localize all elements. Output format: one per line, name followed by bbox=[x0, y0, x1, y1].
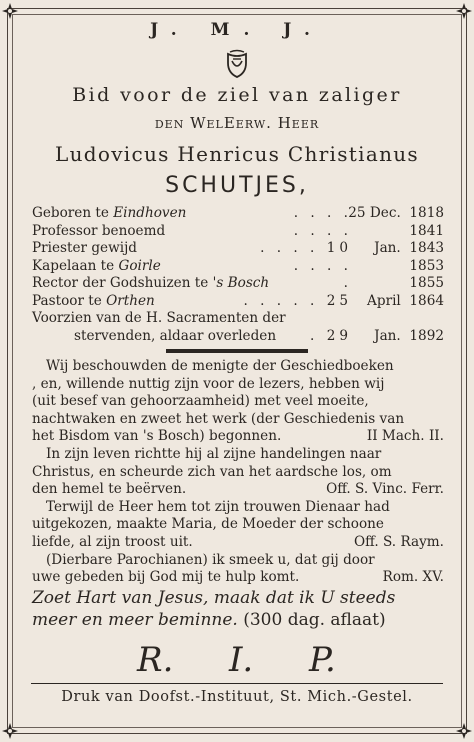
citation: II Mach. II. bbox=[366, 428, 444, 445]
citation: Rom. XV. bbox=[382, 569, 444, 586]
text-line: uitgekozen, maakte Maria, de Moeder der schoone bbox=[32, 516, 384, 533]
text-line: Christus, en scheurde zich van het aardsche los, om bbox=[32, 463, 392, 480]
text-line: liefde, al zijn troost uit. Off. S. Raym. bbox=[32, 533, 444, 550]
life-event-label: Priester gewijd bbox=[32, 240, 137, 256]
prayer-line: Zoet Hart van Jesus, maak dat ik U steeds bbox=[32, 588, 396, 608]
deceased-surname: SCHUTJES, bbox=[165, 173, 309, 198]
text-line: Wij beschouwden de menigte der Geschiedboeken bbox=[46, 358, 394, 374]
leader-dots: . bbox=[343, 275, 352, 291]
jmj-heading: J. M. J. bbox=[150, 20, 324, 40]
life-event-date: 1853 bbox=[409, 257, 444, 274]
life-event-label: Professor benoemd bbox=[32, 222, 166, 239]
text-line: In zijn leven richtte hij al zijne handelingen naar bbox=[46, 445, 382, 462]
corner-ornament-icon bbox=[1, 722, 19, 740]
citation: Off. S. Raym. bbox=[354, 533, 444, 550]
rip-letter-r: R. bbox=[137, 640, 174, 680]
honorific-line: den WelEerw. Heer bbox=[154, 114, 320, 132]
life-event-label: Pastoor te Orthen bbox=[32, 292, 155, 309]
life-event-label: Rector der Godshuizen te 's Bosch bbox=[32, 275, 270, 291]
citation: Off. S. Vinc. Ferr. bbox=[326, 481, 444, 498]
leader-dots: . . . . bbox=[293, 205, 352, 221]
leader-dots: . 29 bbox=[310, 327, 352, 344]
life-event-label: Kapelaan te Goirle bbox=[32, 257, 161, 274]
life-event-date: 1855 bbox=[409, 275, 444, 291]
life-event-row bbox=[32, 223, 444, 241]
prayer-request-heading: Bid voor de ziel van zaliger bbox=[72, 84, 402, 106]
life-event-label: Geboren te Eindhoven bbox=[32, 205, 187, 221]
life-event-row bbox=[32, 258, 444, 276]
leader-dots: . . . . bbox=[293, 257, 352, 274]
shield-monogram-icon bbox=[222, 49, 252, 79]
prayer-line-italic: meer en meer beminne. bbox=[32, 610, 238, 630]
leader-dots: . . . . bbox=[293, 222, 352, 239]
text-line: nachtwaken en zweet het werk (der Geschiedenis van bbox=[32, 410, 405, 427]
life-event-row bbox=[32, 205, 444, 223]
life-event-row bbox=[32, 240, 444, 258]
text-line: (Dierbare Parochianen) ik smeek u, dat gij door bbox=[46, 551, 375, 568]
text-line: uwe gebeden bij God mij te hulp komt. Rom. XV. bbox=[32, 569, 444, 586]
scripture-text bbox=[32, 358, 444, 587]
text-line: het Bisdom van 's Bosch) begonnen. II Mach. II. bbox=[32, 428, 444, 445]
corner-ornament-icon bbox=[1, 2, 19, 20]
life-event-label: Voorzien van de H. Sacramenten der bbox=[32, 310, 286, 326]
text-line: (uit besef van gehoorzaamheid) met veel moeite, bbox=[32, 393, 369, 410]
corner-ornament-icon bbox=[455, 2, 473, 20]
corner-ornament-icon bbox=[455, 722, 473, 740]
life-event-row bbox=[32, 293, 444, 311]
life-events-list bbox=[32, 205, 444, 345]
life-event-row bbox=[32, 275, 444, 293]
deceased-given-names: Ludovicus Henricus Christianus bbox=[54, 142, 419, 166]
life-event-row bbox=[32, 328, 444, 346]
text-line: , en, willende nuttig zijn voor de lezers, hebben wij bbox=[32, 375, 385, 392]
prayer-line bbox=[32, 609, 444, 631]
life-event-date: Jan. 1892 bbox=[374, 327, 444, 344]
life-event-row bbox=[32, 310, 444, 328]
leader-dots: . . . . . 25 bbox=[243, 292, 352, 309]
ejaculatory-prayer bbox=[32, 587, 444, 631]
leader-dots: . . . . 10 bbox=[260, 240, 352, 256]
text-line: Terwijl de Heer hem tot zijn trouwen Dienaar had bbox=[46, 498, 390, 515]
life-event-date: 25 Dec. 1818 bbox=[348, 205, 444, 221]
printer-credit: Druk van Doofst.-Instituut, St. Mich.-Gestel. bbox=[61, 689, 413, 705]
life-event-label: stervenden, aldaar overleden bbox=[74, 327, 277, 344]
text-line: den hemel te beërven. Off. S. Vinc. Ferr. bbox=[32, 481, 444, 498]
life-event-date: April 1864 bbox=[367, 292, 444, 309]
footer-rule bbox=[31, 683, 443, 684]
indulgence-note: (300 dag. aflaat) bbox=[237, 610, 386, 630]
divider-rule bbox=[166, 349, 308, 353]
life-event-date: 1841 bbox=[409, 222, 444, 239]
life-event-date: Jan. 1843 bbox=[374, 240, 444, 256]
rip-letter-p: P. bbox=[309, 640, 336, 680]
rip-letter-i: I. bbox=[229, 640, 254, 680]
